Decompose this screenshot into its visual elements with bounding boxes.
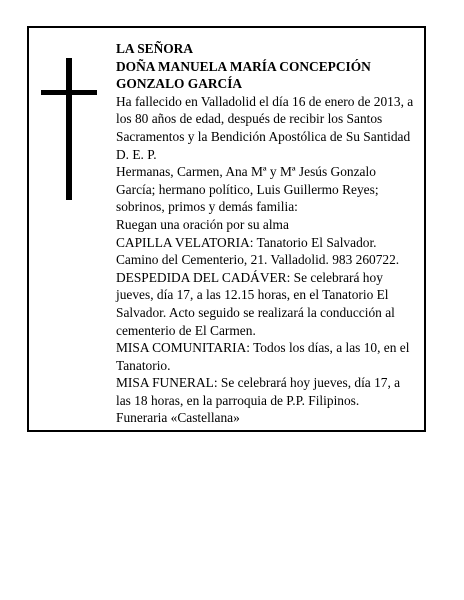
community-mass-line: Tanatorio. xyxy=(116,357,171,373)
obituary-notice xyxy=(27,26,426,432)
rip-line: D. E. P. xyxy=(116,146,157,162)
funeral-home-line: Funeraria «Castellana» xyxy=(116,410,240,426)
prayer-request-line: Ruegan una oración por su alma xyxy=(116,216,289,232)
farewell-line: DESPEDIDA DEL CADÁVER: Se celebrará hoy xyxy=(116,269,383,285)
farewell-line: cementerio de El Carmen. xyxy=(116,322,256,338)
deceased-name-line-2: GONZALO GARCÍA xyxy=(116,76,243,92)
announcement-line: Ha fallecido en Valladolid el día 16 de enero de 2013, a xyxy=(116,93,414,109)
chapel-address-line: Camino del Cementerio, 21. Valladolid. 983 260722. xyxy=(116,252,400,268)
deceased-name-line-1: DOÑA MANUELA MARÍA CONCEPCIÓN xyxy=(116,58,371,74)
family-line: García; hermano político, Luis Guillermo Reyes; xyxy=(116,181,379,197)
family-line: Hermanas, Carmen, Ana Mª y Mª Jesús Gonzalo xyxy=(116,164,376,180)
funeral-mass-line: MISA FUNERAL: Se celebrará hoy jueves, día 17, a xyxy=(116,375,401,391)
notice-text xyxy=(116,40,422,427)
header-title: LA SEÑORA xyxy=(116,41,194,56)
community-mass-line: MISA COMUNITARIA: Todos los días, a las 10, en el xyxy=(116,340,410,356)
announcement-line: los 80 años de edad, después de recibir los Santos xyxy=(116,111,383,127)
funeral-mass-line: las 18 horas, en la parroquia de P.P. Filipinos. xyxy=(116,392,360,408)
cross-icon xyxy=(41,58,97,200)
announcement-line: Sacramentos y la Bendición Apostólica de Su Santidad xyxy=(116,128,411,144)
chapel-line: CAPILLA VELATORIA: Tanatorio El Salvador. xyxy=(116,234,377,250)
farewell-line: Salvador. Acto seguido se realizará la conducción al xyxy=(116,304,395,320)
family-line: sobrinos, primos y demás familia: xyxy=(116,199,298,215)
cross-horizontal-bar xyxy=(41,90,97,95)
farewell-line: jueves, día 17, a las 12.15 horas, en el Tanatorio El xyxy=(116,287,389,303)
cross-vertical-bar xyxy=(66,58,72,200)
